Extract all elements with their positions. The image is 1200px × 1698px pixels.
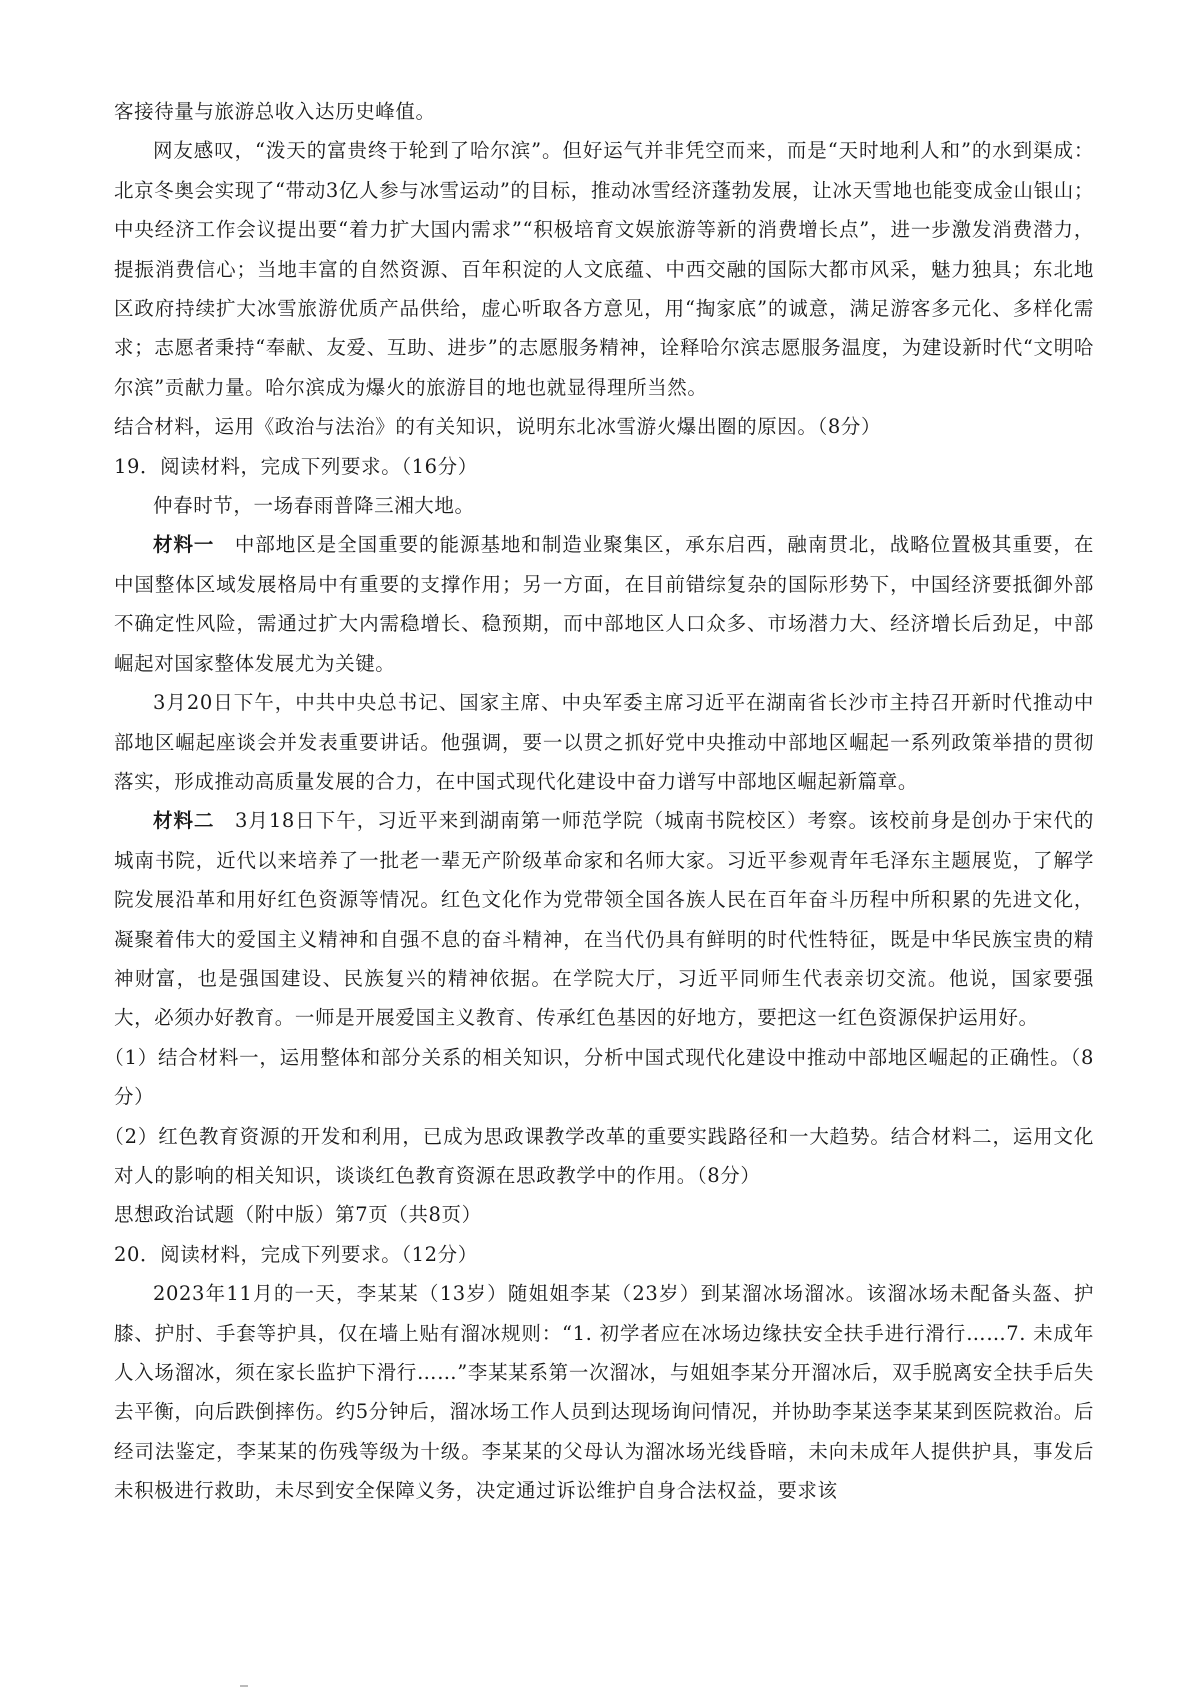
paragraph-spring-rain: 仲春时节，一场春雨普降三湘大地。: [153, 494, 475, 518]
paragraph-skating-case: 2023年11月的一天，李某某（13岁）随姐姐李某（23岁）到某溜冰场溜冰。该溜冰场未配备头盔、护膝、护肘、手套等护具，仅在墙上贴有溜冰规则：“1. 初学者应在冰场边缘扶安全扶手进行滑行……7. 未成年人入场溜冰，须在家长监护下滑行……”李某某系第一次溜冰，与姐姐李某分开溜冰后，双手脱离安全扶手后失去平衡，向后跌倒摔伤。约5分钟后，溜冰场工作人员到达现场询问情况，并协助李某送李某某到医院救治。后经司法鉴定，李某某的伤残等级为十级。李某某的父母认为溜冰场光线昏暗，未向未成年人提供护具，事发后未积极进行救助，未尽到安全保障义务，决定通过诉讼维护自身合法权益，要求该: [114, 1282, 1094, 1503]
paragraph-march-20: 3月20日下午，中共中央总书记、国家主席、中央军委主席习近平在湖南省长沙市主持召开新时代推动中部地区崛起座谈会并发表重要讲话。他强调，要一以贯之抓好党中央推动中部地区崛起一系列政策举措的贯彻落实，形成推动高质量发展的合力，在中国式现代化建设中奋力谱写中部地区崛起新篇章。: [114, 691, 1094, 793]
material-one-text: 中部地区是全国重要的能源基地和制造业聚集区，承东启西，融南贯北，战略位置极其重要，在中国整体区域发展格局中有重要的支撑作用；另一方面，在目前错综复杂的国际形势下，中国经济要抵御外部不确定性风险，需通过扩大内需稳增长、稳预期，而中部地区人口众多、市场潜力大、经济增长后劲足，中部崛起对国家整体发展尤为关键。: [114, 533, 1094, 675]
paragraph-continuation: 客接待量与旅游总收入达历史峰值。: [114, 100, 436, 123]
question-20-heading: 20．阅读材料，完成下列要求。（12分）: [114, 1242, 478, 1266]
question-19-heading: 19．阅读材料，完成下列要求。（16分）: [114, 454, 478, 478]
material-one-label: 材料一: [153, 533, 215, 557]
material-two: [114, 801, 1094, 1037]
scan-dot: [240, 1685, 248, 1687]
material-one: [114, 525, 1094, 683]
sub-question-2: （2）红色教育资源的开发和利用，已成为思政课教学改革的重要实践路径和一大趋势。结合材料二，运用文化对人的影响的相关知识，谈谈红色教育资源在思政教学中的作用。（8分）: [104, 1124, 1094, 1187]
material-two-label: 材料二: [153, 809, 215, 833]
exam-page: [104, 92, 1094, 1511]
sub-question-1: （1）结合材料一，运用整体和部分关系的相关知识，分析中国式现代化建设中推动中部地区崛起的正确性。（8分）: [104, 1045, 1094, 1109]
page-footer: 思想政治试题（附中版）第7页（共8页）: [114, 1203, 482, 1227]
question-18-prompt: 结合材料，运用《政治与法治》的有关知识，说明东北冰雪游火爆出圈的原因。（8分）: [114, 415, 882, 439]
material-two-text: 3月18日下午，习近平来到湖南第一师范学院（城南书院校区）考察。该校前身是创办于宋代的城南书院，近代以来培养了一批老一辈无产阶级革命家和名师大家。习近平参观青年毛泽东主题展览，了解学院发展沿革和用好红色资源等情况。红色文化作为党带领全国各族人民在百年奋斗历程中所积累的先进文化，凝聚着伟大的爱国主义精神和自强不息的奋斗精神，在当代仍具有鲜明的时代性特征，既是中华民族宝贵的精神财富，也是强国建设、民族复兴的精神依据。在学院大厅，习近平同师生代表亲切交流。他说，国家要强大，必须办好教育。一师是开展爱国主义教育、传承红色基因的好地方，要把这一红色资源保护运用好。: [114, 809, 1094, 1030]
paragraph-harbin-material: 网友感叹，“泼天的富贵终于轮到了哈尔滨”。但好运气并非凭空而来，而是“天时地利人和”的水到渠成：北京冬奥会实现了“带动3亿人参与冰雪运动”的目标，推动冰雪经济蓬勃发展，让冰天雪地也能变成金山银山；中央经济工作会议提出要“着力扩大国内需求”“积极培育文娱旅游等新的消费增长点”，进一步激发消费潜力，提振消费信心；当地丰富的自然资源、百年积淀的人文底蕴、中西交融的国际大都市风采，魅力独具；东北地区政府持续扩大冰雪旅游优质产品供给，虚心听取各方意见，用“掏家底”的诚意，满足游客多元化、多样化需求；志愿者秉持“奉献、友爱、互助、进步”的志愿服务精神，诠释哈尔滨志愿服务温度，为建设新时代“文明哈尔滨”贡献力量。哈尔滨成为爆火的旅游目的地也就显得理所当然。: [114, 139, 1094, 399]
